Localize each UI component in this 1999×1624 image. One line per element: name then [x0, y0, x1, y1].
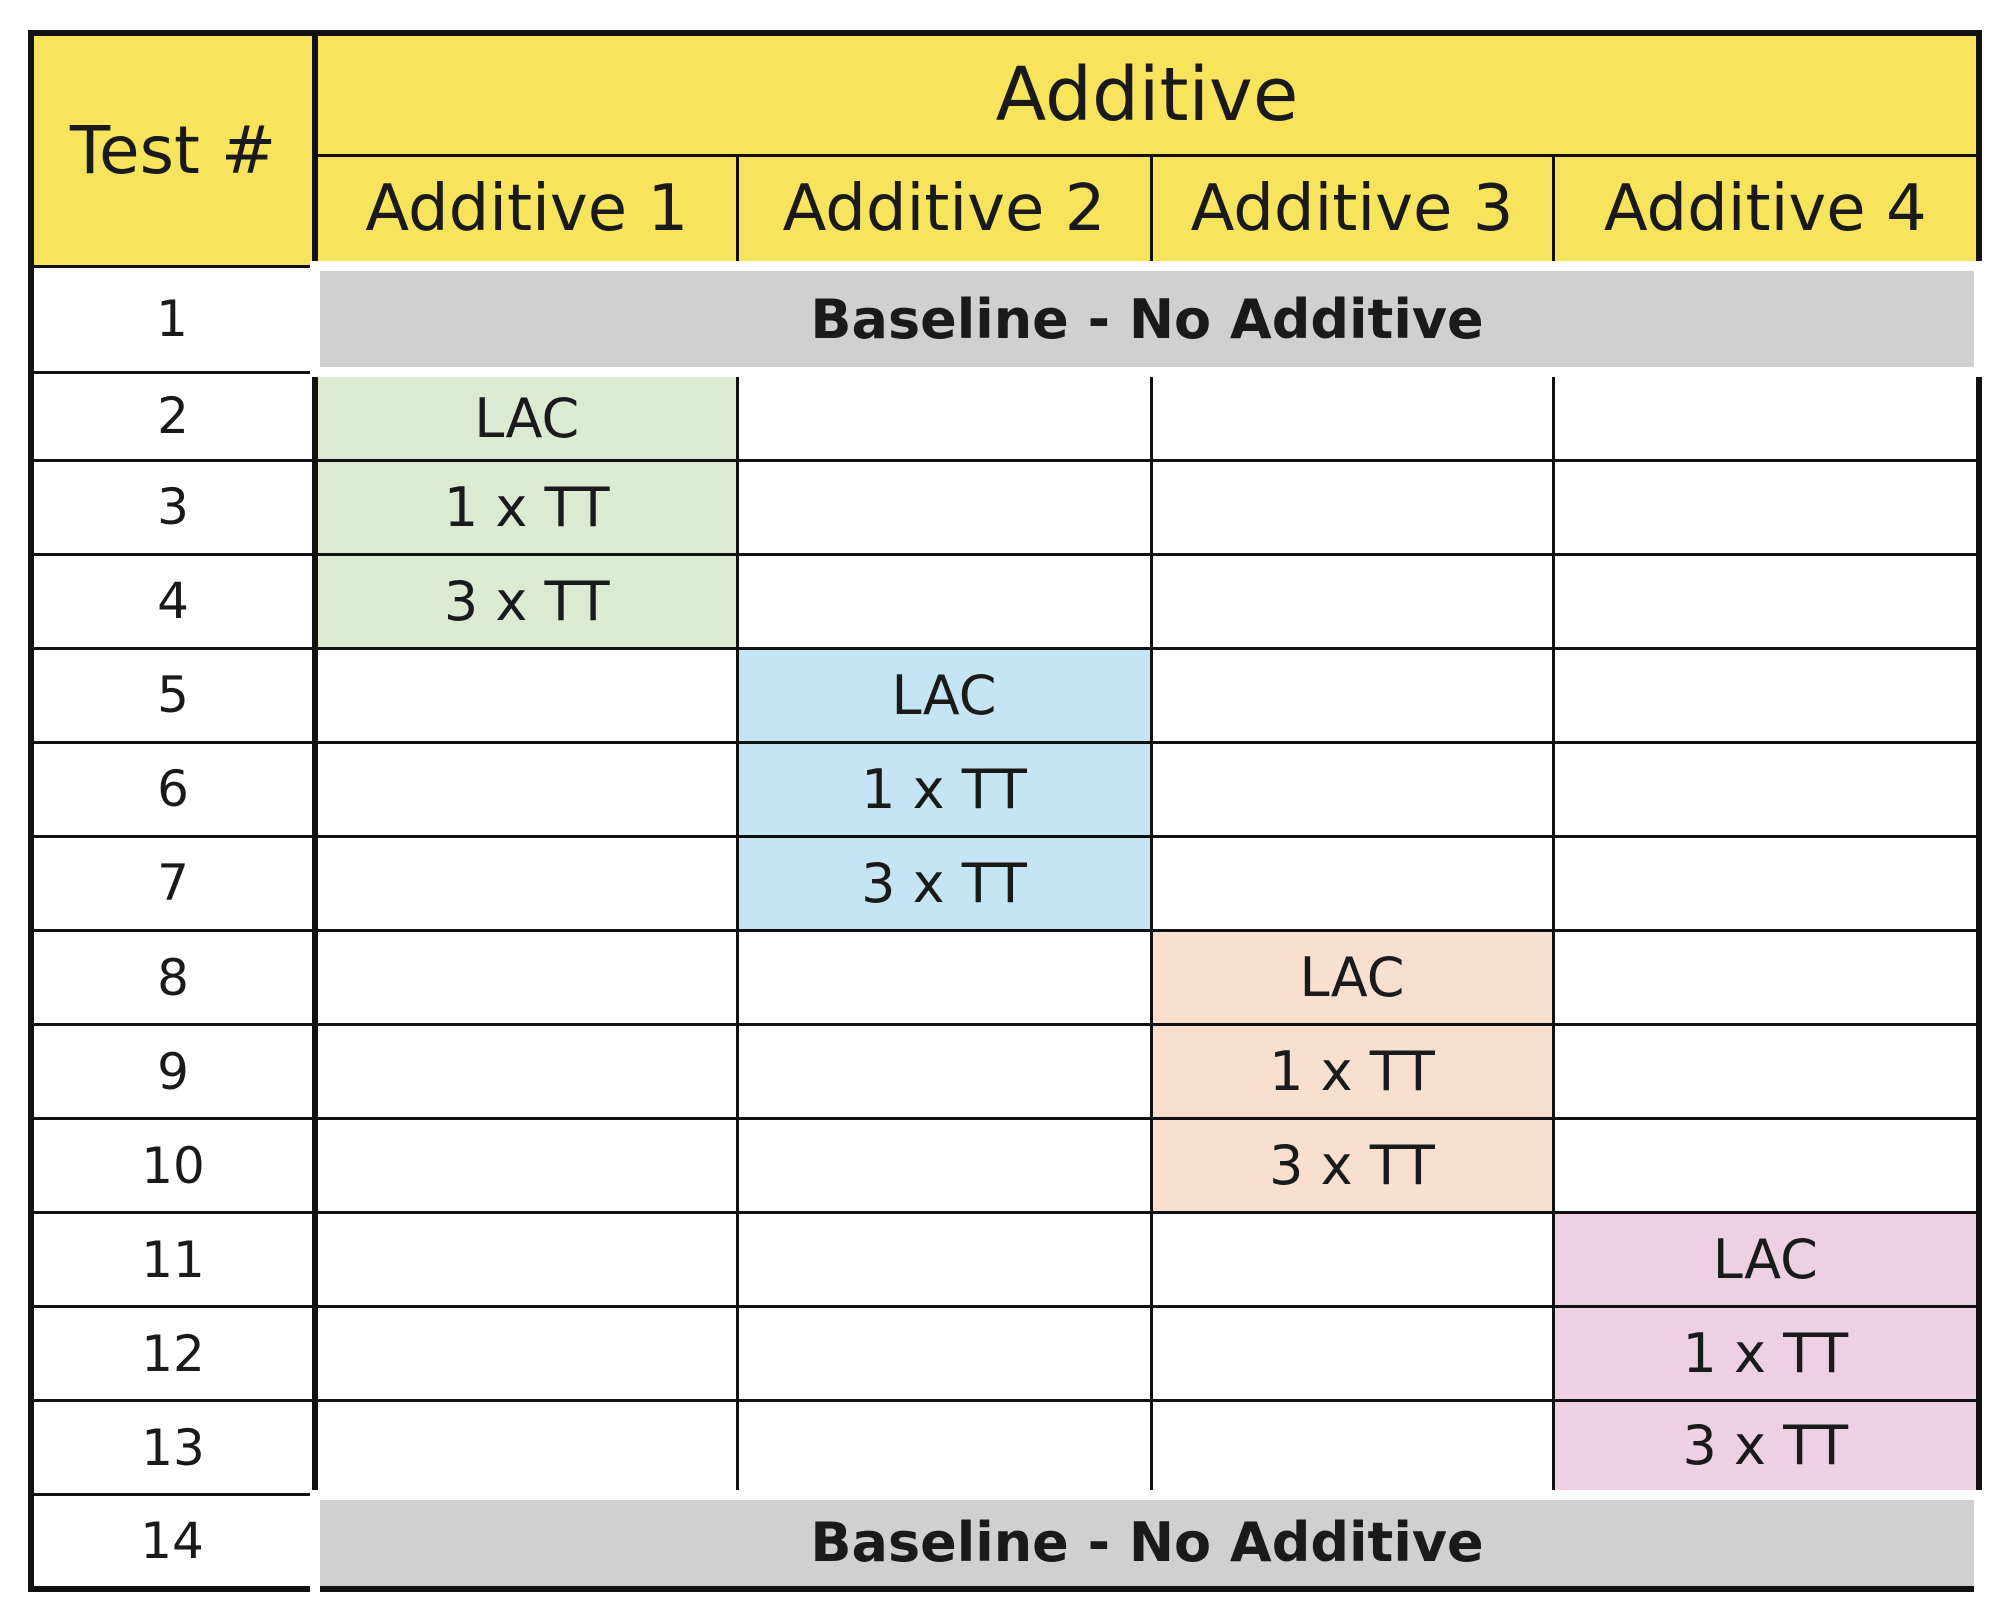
additive-1-cell: LAC — [315, 372, 737, 460]
table-row — [31, 372, 1979, 460]
additive-1-cell: 3 x TT — [315, 554, 737, 648]
table-row — [31, 836, 1979, 930]
additive-2-cell — [737, 1307, 1151, 1401]
additive-3-cell — [1151, 372, 1553, 460]
additive-1-cell — [315, 1119, 737, 1213]
additive-3-cell — [1151, 836, 1553, 930]
column-header-additive-3: Additive 3 — [1151, 156, 1553, 267]
additive-4-cell — [1553, 648, 1979, 742]
additive-2-cell — [737, 1401, 1151, 1495]
additive-4-cell — [1553, 1119, 1979, 1213]
test-number-cell: 6 — [31, 742, 315, 836]
table-row — [31, 1307, 1979, 1401]
additive-4-cell: 3 x TT — [1553, 1401, 1979, 1495]
additive-1-cell — [315, 836, 737, 930]
table-row — [31, 1213, 1979, 1307]
additive-3-cell — [1151, 648, 1553, 742]
additive-4-cell — [1553, 836, 1979, 930]
additive-2-cell — [737, 1213, 1151, 1307]
table-row — [31, 1401, 1979, 1495]
additive-1-cell — [315, 742, 737, 836]
additive-4-cell — [1553, 930, 1979, 1024]
additive-4-cell — [1553, 1025, 1979, 1119]
test-number-cell: 10 — [31, 1119, 315, 1213]
additive-3-cell — [1151, 742, 1553, 836]
additive-4-cell — [1553, 460, 1979, 554]
table-row — [31, 460, 1979, 554]
table-row — [31, 1025, 1979, 1119]
additive-3-cell — [1151, 1213, 1553, 1307]
table-row — [31, 648, 1979, 742]
test-number-header: Test # — [31, 33, 315, 266]
additive-1-cell — [315, 1213, 737, 1307]
table-body — [31, 266, 1979, 1589]
additive-4-cell — [1553, 742, 1979, 836]
additive-2-cell: 3 x TT — [737, 836, 1151, 930]
additive-4-cell — [1553, 372, 1979, 460]
test-number-cell: 3 — [31, 460, 315, 554]
additive-2-cell — [737, 554, 1151, 648]
additive-2-cell — [737, 372, 1151, 460]
additive-4-cell: LAC — [1553, 1213, 1979, 1307]
additive-2-cell — [737, 460, 1151, 554]
additive-group-header: Additive — [315, 33, 1979, 156]
test-matrix-table — [28, 30, 1984, 1592]
column-header-additive-4: Additive 4 — [1553, 156, 1979, 267]
additive-3-cell — [1151, 1401, 1553, 1495]
additive-1-cell — [315, 648, 737, 742]
test-number-cell: 8 — [31, 930, 315, 1024]
additive-1-cell — [315, 1401, 737, 1495]
table-row — [31, 266, 1979, 372]
table-row — [31, 1119, 1979, 1213]
table-row — [31, 1495, 1979, 1589]
test-number-cell: 4 — [31, 554, 315, 648]
test-number-cell: 14 — [31, 1495, 315, 1589]
additive-2-cell: LAC — [737, 648, 1151, 742]
additive-3-cell — [1151, 554, 1553, 648]
test-number-cell: 12 — [31, 1307, 315, 1401]
test-number-cell: 7 — [31, 836, 315, 930]
test-number-cell: 9 — [31, 1025, 315, 1119]
additive-1-cell — [315, 930, 737, 1024]
test-number-cell: 1 — [31, 266, 315, 372]
additive-3-cell — [1151, 1307, 1553, 1401]
additive-1-cell: 1 x TT — [315, 460, 737, 554]
additive-2-cell — [737, 930, 1151, 1024]
additive-3-cell: 3 x TT — [1151, 1119, 1553, 1213]
additive-2-cell — [737, 1119, 1151, 1213]
additive-2-cell: 1 x TT — [737, 742, 1151, 836]
column-header-additive-1: Additive 1 — [315, 156, 737, 267]
table-row — [31, 554, 1979, 648]
test-number-cell: 11 — [31, 1213, 315, 1307]
baseline-cell: Baseline - No Additive — [315, 266, 1979, 372]
additive-1-cell — [315, 1307, 737, 1401]
column-header-additive-2: Additive 2 — [737, 156, 1151, 267]
additive-2-cell — [737, 1025, 1151, 1119]
additive-3-cell: LAC — [1151, 930, 1553, 1024]
additive-3-cell — [1151, 460, 1553, 554]
baseline-cell: Baseline - No Additive — [315, 1495, 1979, 1589]
additive-1-cell — [315, 1025, 737, 1119]
additive-4-cell — [1553, 554, 1979, 648]
table-row — [31, 930, 1979, 1024]
additive-4-cell: 1 x TT — [1553, 1307, 1979, 1401]
test-number-cell: 5 — [31, 648, 315, 742]
additive-3-cell: 1 x TT — [1151, 1025, 1553, 1119]
test-number-cell: 2 — [31, 372, 315, 460]
table-row — [31, 742, 1979, 836]
test-number-cell: 13 — [31, 1401, 315, 1495]
